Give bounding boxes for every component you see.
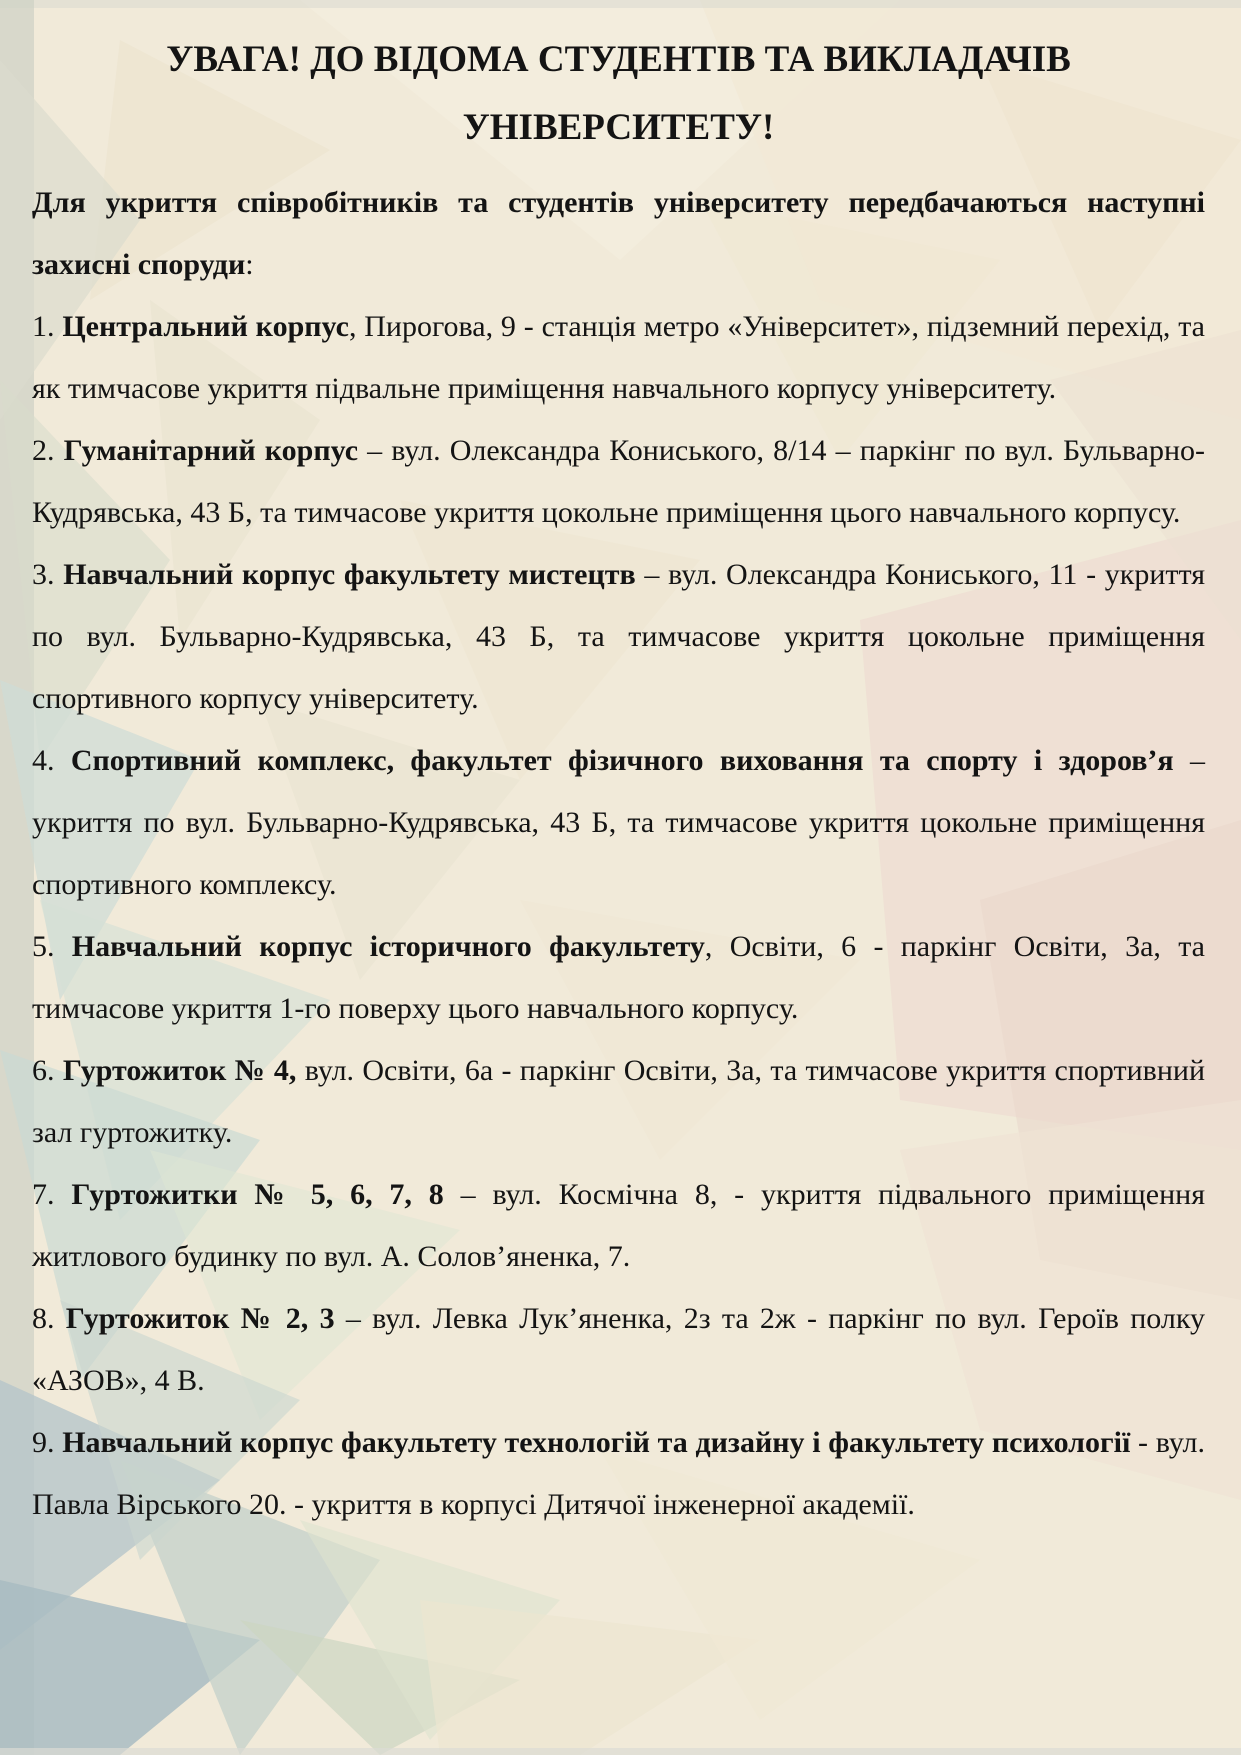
list-item-8 (32, 1288, 1205, 1412)
item-number: 5. (32, 930, 72, 963)
item-number: 9. (32, 1426, 63, 1459)
item-number: 1. (32, 310, 63, 343)
item-building-name: Навчальний корпус історичного факультету (71, 930, 705, 963)
item-details: вул. Освіти, 6а - паркінг Освіти, 3а, та тимчасове укриття спортивний зал гуртожитку. (32, 1054, 1206, 1149)
intro-bold-text: Для укриття співробітників та студентів університету передбачаються наступні захисні споруди (32, 186, 1205, 281)
intro-paragraph (32, 172, 1205, 296)
item-details: – вул. Олександра Кониського, 11 - укриття по вул. Бульварно-Кудрявська, 43 Б, та тимчасове укриття цокольне приміщення спортивного корпусу університету. (32, 558, 1205, 715)
page-title (32, 26, 1205, 162)
item-building-name: Гуманітарний корпус (63, 434, 359, 467)
item-building-name: Гуртожиток № 2, 3 (65, 1302, 335, 1335)
item-number: 2. (32, 434, 64, 467)
list-item-1 (32, 296, 1205, 420)
intro-colon: : (245, 248, 254, 281)
item-building-name: Навчальний корпус факультету технологій та дизайну і факультету психології (62, 1426, 1131, 1459)
list-item-5 (32, 916, 1205, 1040)
item-building-name: Спортивний комплекс, факультет фізичного виховання та спорту і здоров’я (70, 744, 1174, 777)
item-details: , Пирогова, 9 - станція метро «Університет», підземний перехід, та як тимчасове укриття підвальне приміщення навчального корпусу університету. (32, 310, 1205, 405)
item-details: – укриття по вул. Бульварно-Кудрявська, 43 Б, та тимчасове укриття цокольне приміщення спортивного комплексу. (32, 744, 1205, 901)
item-details: - вул. Павла Вірського 20. - укриття в корпусі Дитячої інженерної академії. (32, 1426, 1206, 1521)
item-building-name: Гуртожиток № 4, (62, 1054, 297, 1087)
item-details: – вул. Олександра Кониського, 8/14 – паркінг по вул. Бульварно-Кудрявська, 43 Б, та тимчасове укриття цокольне приміщення цього навчального корпусу. (32, 434, 1205, 529)
item-building-name: Навчальний корпус факультету мистецтв (63, 558, 636, 591)
list-item-7 (32, 1164, 1205, 1288)
shelter-list (32, 172, 1205, 1536)
item-building-name: Гуртожитки № 5, 6, 7, 8 (71, 1178, 444, 1211)
list-item-3 (32, 544, 1205, 730)
list-item-6 (32, 1040, 1205, 1164)
title-line-2: УНІВЕРСИТЕТУ! (462, 107, 775, 148)
list-item-9 (32, 1412, 1205, 1536)
item-number: 4. (32, 744, 71, 777)
item-number: 7. (32, 1178, 72, 1211)
item-number: 6. (32, 1054, 63, 1087)
list-item-2 (32, 420, 1205, 544)
item-details: – вул. Левка Лук’яненка, 2з та 2ж - паркінг по вул. Героїв полку «АЗОВ», 4 В. (32, 1302, 1206, 1397)
item-details: , Освіти, 6 - паркінг Освіти, 3а, та тимчасове укриття 1-го поверху цього навчального корпусу. (32, 930, 1205, 1025)
item-building-name: Центральний корпус (62, 310, 349, 343)
list-item-4 (32, 730, 1205, 916)
item-number: 8. (32, 1302, 66, 1335)
item-details: – вул. Космічна 8, - укриття підвального приміщення житлового будинку по вул. А. Солов’яненка, 7. (32, 1178, 1205, 1273)
item-number: 3. (32, 558, 64, 591)
title-line-1: УВАГА! ДО ВІДОМА СТУДЕНТІВ ТА ВИКЛАДАЧІВ (166, 39, 1071, 80)
